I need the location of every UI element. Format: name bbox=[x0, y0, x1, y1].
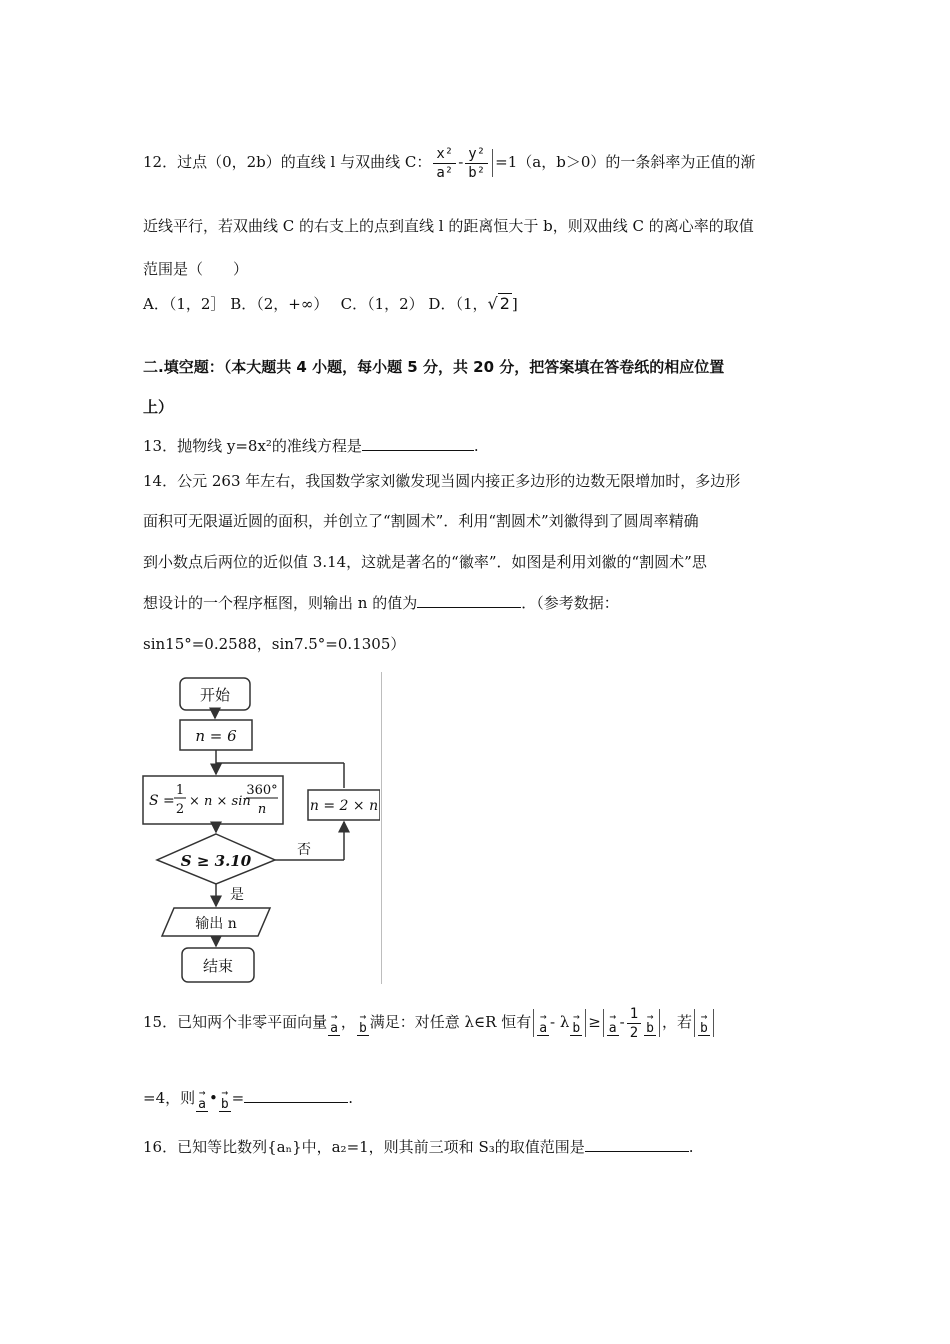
flow-end-label: 结束 bbox=[202, 957, 234, 975]
q13-answer-blank[interactable] bbox=[362, 436, 474, 451]
flow-compute-mid: × n × sin bbox=[189, 794, 251, 809]
q15-answer-blank[interactable] bbox=[244, 1088, 348, 1103]
flow-decision-label: S ≥ 3.10 bbox=[180, 852, 252, 870]
q12-line2: 近线平行，若双曲线 C 的右支上的点到直线 l 的距离恒大于 b，则双曲线 C 的离心率的取值 bbox=[143, 217, 754, 235]
q12-fraction-y: $\frac{\text{y²}}{\text{b²}}$ bbox=[465, 145, 488, 182]
figure-divider bbox=[381, 672, 382, 984]
q14-line1: 14．公元 263 年左右，我国数学家刘徽发现当圆内接正多边形的边数无限增加时，多边形 bbox=[143, 472, 741, 490]
q14-line4: 想设计的一个程序框图，则输出 n 的值为 ．（参考数据： bbox=[143, 594, 619, 612]
q12-bar bbox=[492, 149, 493, 177]
flow-compute-angle-num: 360° bbox=[246, 783, 278, 798]
vector-b: → b bbox=[358, 1009, 367, 1036]
q12-line3: 范围是（ ） bbox=[143, 260, 249, 278]
q16-line: 16．已知等比数列{aₙ}中，a₂=1，则其前三项和 S₃的取值范围是 . bbox=[143, 1138, 694, 1156]
q12-prefix: 12．过点（0，2b）的直线 l 与双曲线 C： bbox=[143, 153, 432, 171]
section2-heading-line2: 上） bbox=[143, 398, 174, 416]
flow-compute-half-den: 2 bbox=[175, 802, 185, 817]
q12-line1: 12．过点（0，2b）的直线 l 与双曲线 C： $\frac{\text{x²}}{\text{a²}}$ - $\frac{\text{y²}}{\text{b²}}$ =1（a，b＞0）的一条斜率为正值的渐 bbox=[143, 145, 756, 181]
flow-compute-half-num: 1 bbox=[175, 783, 185, 798]
q13-line: 13．抛物线 y=8x²的准线方程是 . bbox=[143, 437, 479, 455]
flow-compute-left: S = bbox=[149, 793, 175, 809]
flow-init-label: n = 6 bbox=[195, 727, 237, 745]
q14-line2: 面积可无限逼近圆的面积，并创立了“割圆术”．利用“割圆术”刘徽得到了圆周率精确 bbox=[143, 512, 699, 530]
q12-fraction-x: $\frac{\text{x²}}{\text{a²}}$ bbox=[433, 145, 456, 182]
sqrt-symbol: √ 2 bbox=[487, 294, 510, 313]
flow-compute-angle-den: n bbox=[257, 802, 267, 817]
section2-heading-line1: 二.填空题：（本大题共 4 小题，每小题 5 分，共 20 分，把答案填在答卷纸的相应位置 bbox=[143, 358, 725, 376]
q12-suffix: =1（a，b＞0）的一条斜率为正值的渐 bbox=[495, 153, 756, 171]
q14-line3: 到小数点后两位的近似值 3.14，这就是著名的“徽率”．如图是利用刘徽的“割圆术”思 bbox=[143, 553, 707, 571]
flow-start-label: 开始 bbox=[199, 686, 231, 704]
flowchart bbox=[0, 668, 380, 988]
q15-fraction: $\frac{1}{2}$ bbox=[627, 1005, 641, 1042]
flow-update-label: n = 2 × n bbox=[309, 798, 379, 814]
q14-answer-blank[interactable] bbox=[417, 593, 521, 608]
flow-no-label: 否 bbox=[297, 842, 311, 858]
q12-options: A．（1，2］ B．（2，+∞） C．（1，2） D．（1，√ 2 ] bbox=[143, 294, 518, 313]
q14-line5: sin15°=0.2588，sin7.5°=0.1305） bbox=[143, 635, 406, 653]
flow-yes-label: 是 bbox=[230, 887, 244, 903]
q15-line2: =4，则 → a • → b = . bbox=[143, 1085, 353, 1112]
q15-line1: 15．已知两个非零平面向量 → a ， → b 满足：对任意 λ∈R 恒有 → a - λ → b ≥ → a - $\frac{1}{2}$ → b ，若 → b bbox=[143, 1004, 716, 1042]
q16-answer-blank[interactable] bbox=[585, 1137, 689, 1152]
vector-a: → a bbox=[330, 1009, 338, 1036]
flow-output-label: 输出 n bbox=[195, 916, 237, 932]
